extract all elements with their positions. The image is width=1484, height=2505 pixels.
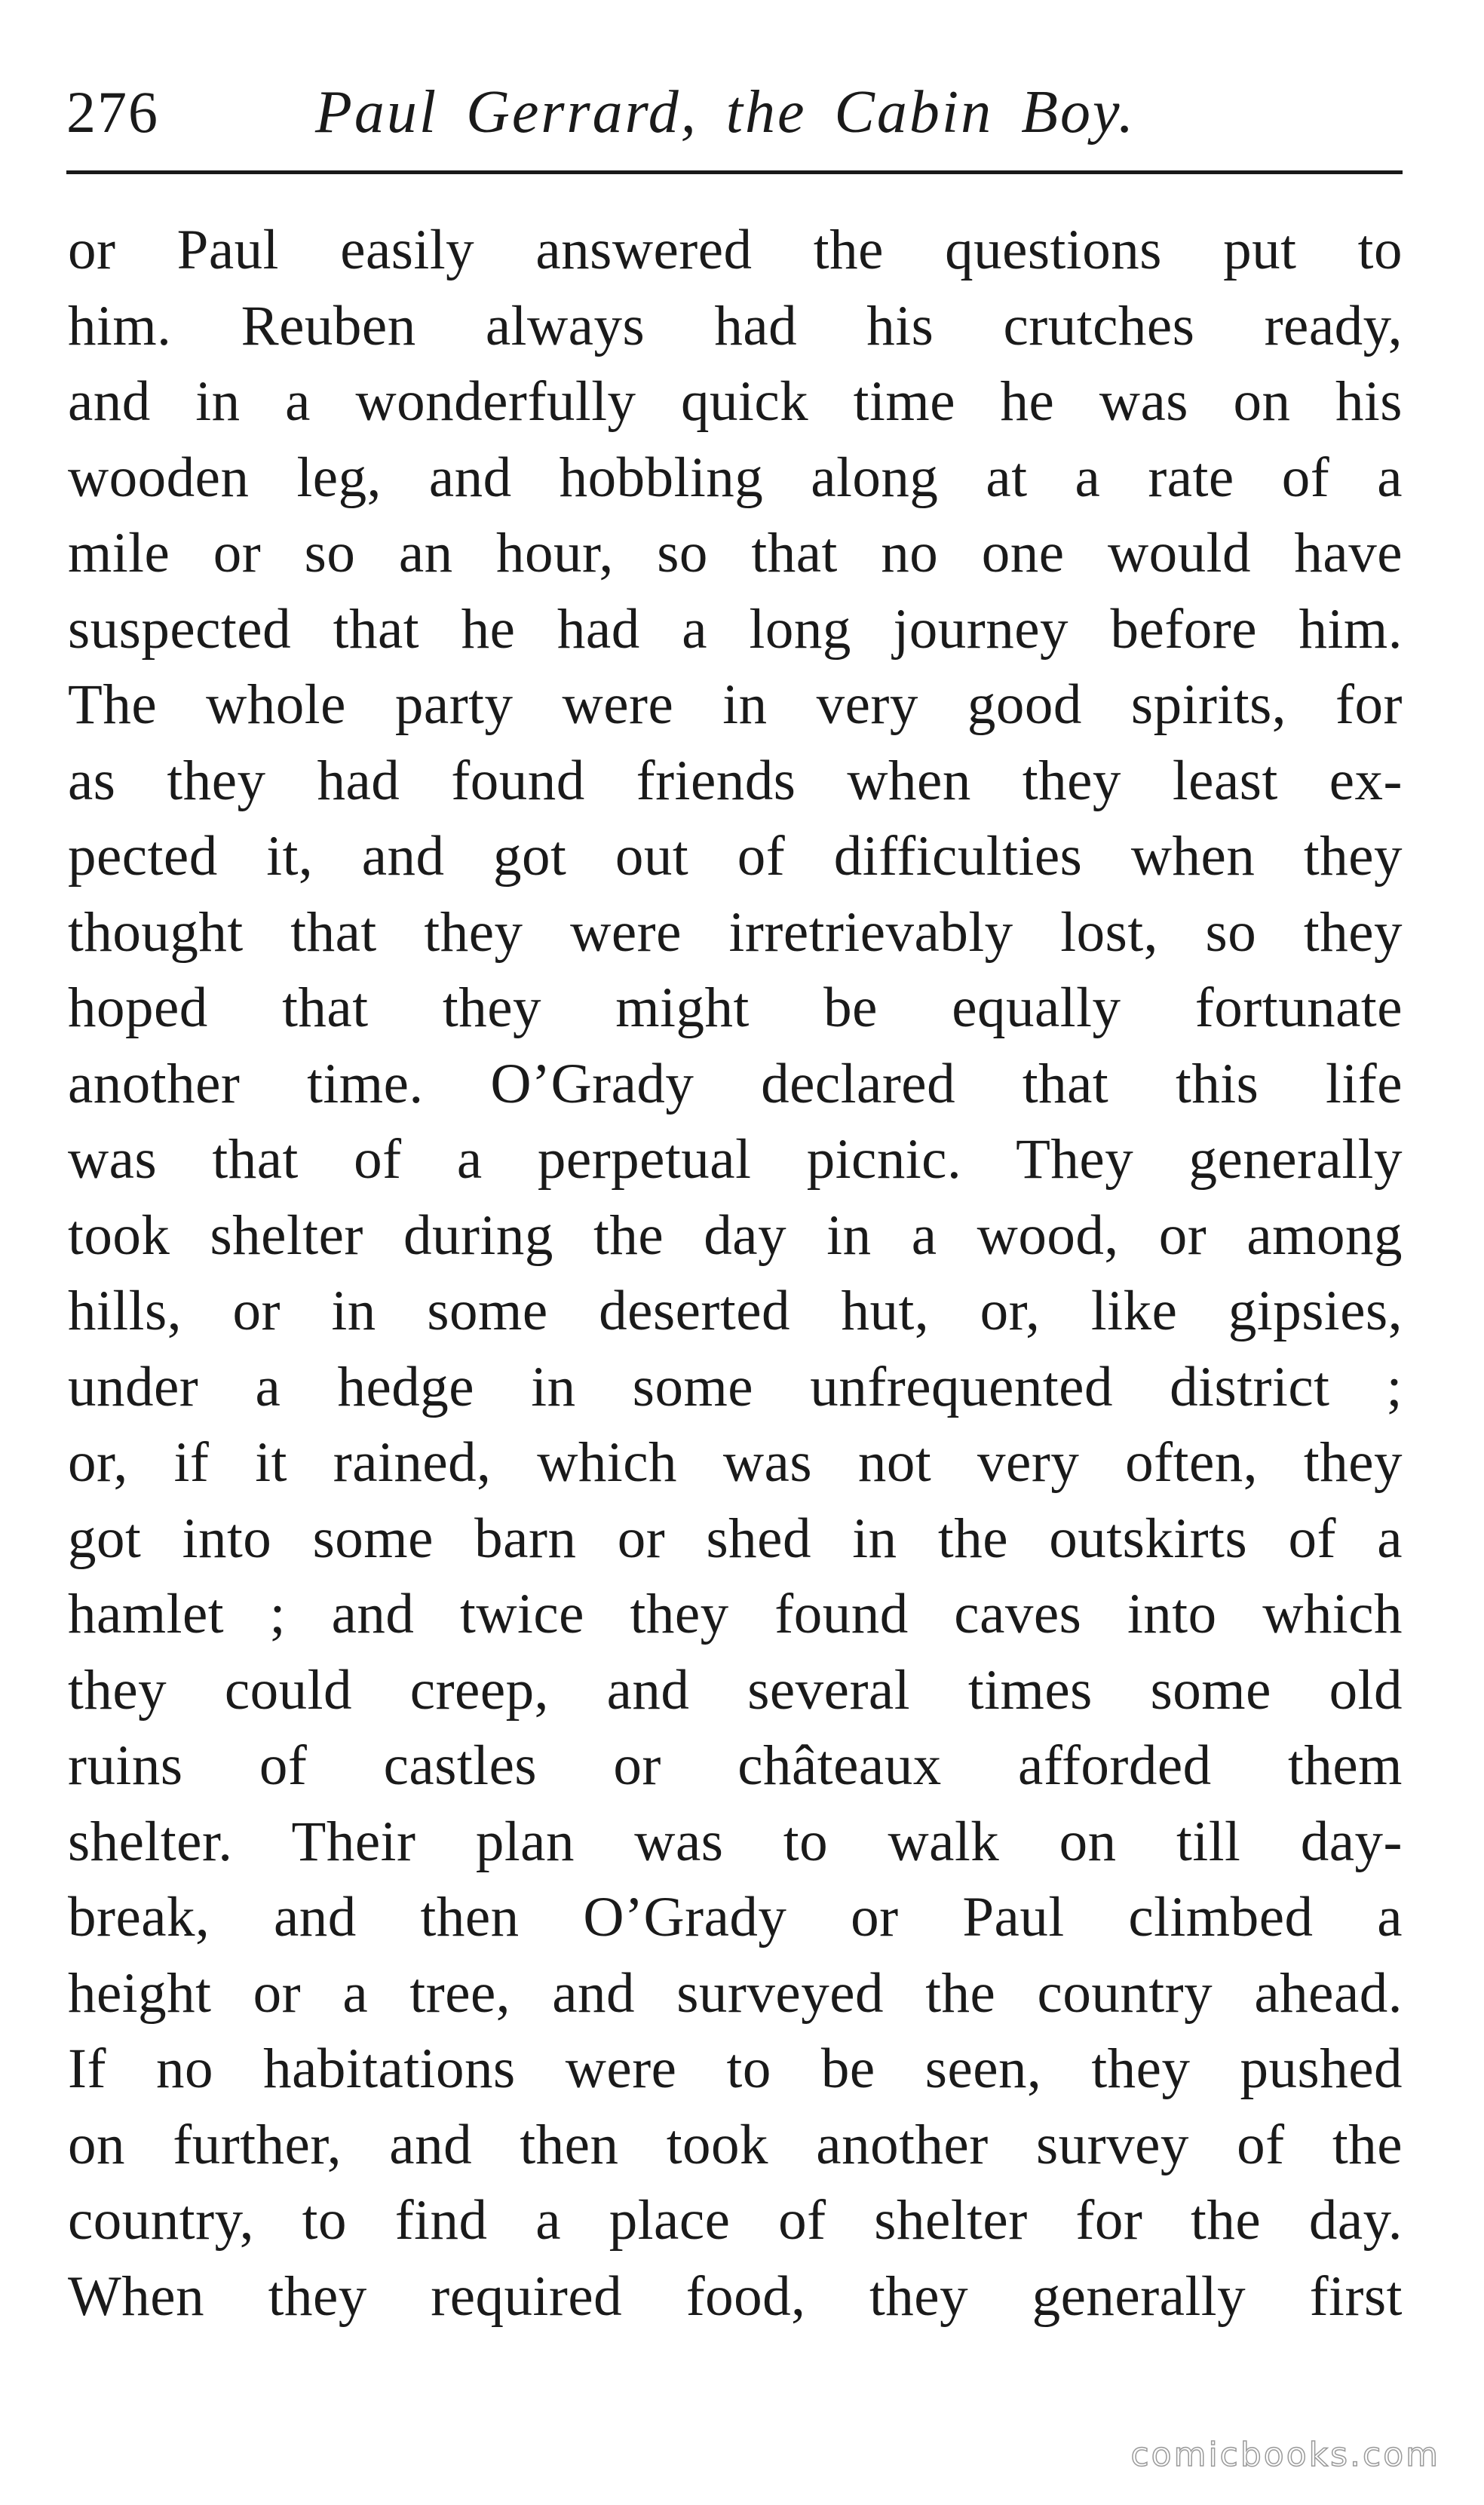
text-line: pected it, and got out of difficulties when they — [68, 825, 1403, 888]
text-line: mile or so an hour, so that no one would have — [68, 522, 1403, 584]
text-line: as they had found friends when they least ex- — [68, 749, 1403, 812]
text-line: break, and then O’Grady or Paul climbed a — [68, 1886, 1403, 1949]
text-line: When they required food, they generally first — [68, 2264, 1403, 2328]
text-line: wooden leg, and hobbling along at a rate of a — [68, 446, 1403, 509]
text-line: hamlet ; and twice they found caves into which — [68, 1583, 1403, 1645]
text-line: and in a wonderfully quick time he was on his — [68, 370, 1403, 433]
text-line: The whole party were in very good spirits, for — [68, 673, 1403, 736]
body-text — [68, 213, 1403, 2335]
text-line: shelter. Their plan was to walk on till day- — [68, 1810, 1403, 1873]
header-rule — [66, 170, 1403, 174]
text-line: took shelter during the day in a wood, or among — [68, 1203, 1403, 1267]
running-title: Paul Gerrard, the Cabin Boy. — [315, 79, 1136, 146]
running-head — [66, 66, 1403, 157]
text-line: him. Reuben always had his crutches ready, — [68, 294, 1403, 357]
text-line: they could creep, and several times some old — [68, 1658, 1403, 1722]
text-line: country, to find a place of shelter for the day. — [68, 2189, 1403, 2252]
text-line: hoped that they might be equally fortunate — [68, 977, 1403, 1039]
text-line: got into some barn or shed in the outskirts of a — [68, 1507, 1403, 1570]
text-line: was that of a perpetual picnic. They generally — [68, 1128, 1403, 1191]
page-number: 276 — [66, 79, 159, 145]
text-line: on further, and then took another survey of the — [68, 2113, 1403, 2176]
text-line: height or a tree, and surveyed the country ahead. — [68, 1961, 1403, 2025]
text-line: or, if it rained, which was not very often, they — [68, 1431, 1403, 1494]
text-line: another time. O’Grady declared that this life — [68, 1052, 1403, 1115]
watermark: comicbooks.com — [1130, 2436, 1440, 2474]
text-line: or Paul easily answered the questions put to — [68, 219, 1403, 281]
text-line: ruins of castles or châteaux afforded them — [68, 1734, 1403, 1797]
text-line: under a hedge in some unfrequented district ; — [68, 1355, 1403, 1418]
text-line: thought that they were irretrievably lost, so they — [68, 900, 1403, 964]
text-line: suspected that he had a long journey before him. — [68, 597, 1403, 661]
text-line: hills, or in some deserted hut, or, like gipsies, — [68, 1280, 1403, 1342]
text-line: If no habitations were to be seen, they pushed — [68, 2037, 1403, 2100]
